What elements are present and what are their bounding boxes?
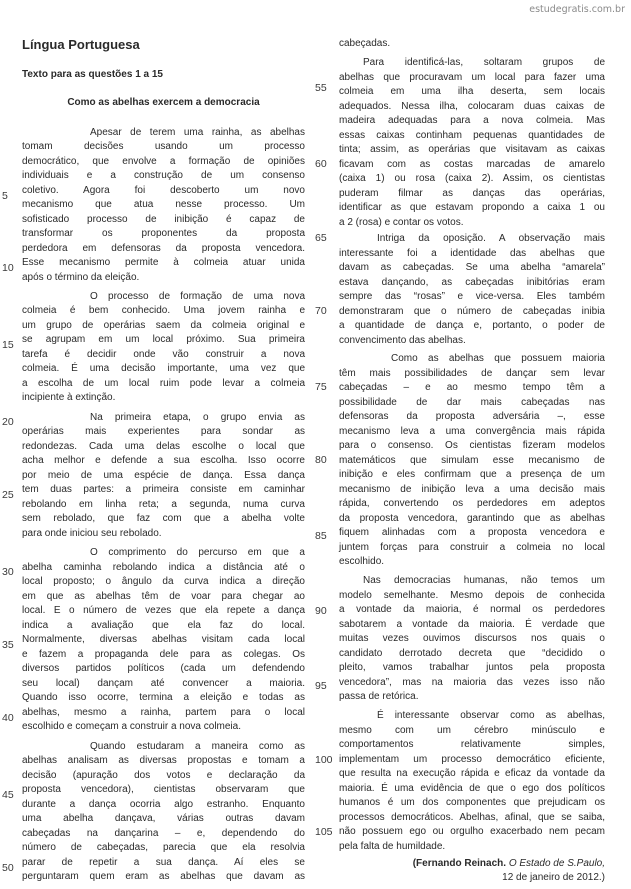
citation-line-1	[339, 857, 605, 872]
text-line: cabeçadas – e ao mesmo tempo têm a	[339, 382, 605, 393]
line-number: 30	[2, 566, 14, 578]
text-line: Quando estudaram a maneira como as	[90, 741, 305, 752]
text-line: têm mais possibilidades de dançar sem levar	[339, 368, 605, 379]
text-line: rebolando em linha reta; a segunda, numa curva	[22, 499, 305, 510]
text-line: O comprimento do percurso em que a	[90, 547, 305, 558]
text-line: Esse mecanismo permite à colmeia atuar unida	[22, 257, 305, 268]
citation-source: O Estado de S.Paulo,	[508, 858, 605, 869]
text-line: indica a avaliação que ela faz do local.	[22, 620, 305, 631]
text-line: adequados. Nessa ilha, colocaram duas caixas de	[339, 101, 605, 112]
text-line: essas caixas continham pequenas quantidades de	[339, 130, 605, 141]
text-line: perguntaram quem eram as abelhas que davam as	[22, 871, 305, 882]
line-number: 95	[315, 680, 327, 692]
text-line: madeira adequadas para a nova colmeia. Mas	[339, 115, 605, 126]
text-line: se agrupam em um local próximo. Sua primeira	[22, 334, 305, 345]
text-line: pleito, vamos trabalhar juntos pela proposta	[339, 662, 605, 673]
citation-date: 12 de janeiro de 2012.)	[502, 872, 605, 883]
text-line: É interessante observar como as abelhas,	[377, 710, 605, 721]
text-line: local proposto; o ângulo da curva indica a direção	[22, 576, 305, 587]
text-line: a escolha de um local ruim pode levar a colmeia	[22, 378, 305, 389]
text-line: Para identificá-las, soltaram grupos de	[363, 57, 605, 68]
text-line: cabeçadas na dançarina – e, dependendo do	[22, 828, 305, 839]
text-line: a 2 (rosa) e contar os votos.	[339, 217, 464, 228]
text-line: fiquem alinhadas com a proposta vencedora e	[339, 527, 605, 538]
text-line: e fazem a propaganda dele para as colegas. Os	[22, 649, 305, 660]
text-line: matemáticos que simulam esse mecanismo de	[339, 455, 605, 466]
text-line: pela falta de humildade.	[339, 841, 446, 852]
text-line: operárias mais experientes para sondar as	[22, 426, 305, 437]
text-line: abelhas que procuravam um local para fazer uma	[339, 72, 605, 83]
text-line: mesmo com um cérebro minúsculo e	[339, 725, 605, 736]
text-line: vencedora”, mas na maioria das vezes isso não	[339, 677, 605, 688]
text-line: a quantidade de dança e, portanto, o poder de	[339, 320, 605, 331]
text-line: uma abelha dançava, várias outras davam	[22, 813, 305, 824]
text-line: Normalmente, diversas abelhas visitam cada local	[22, 634, 305, 645]
text-line: Como as abelhas que possuem maioria	[391, 353, 605, 364]
text-line: possibilidade de dar mais cabeçadas nas	[339, 397, 605, 408]
text-line: sempre das “rosas” e vice-versa. Eles também	[339, 291, 605, 302]
text-line: sabotarem a vontade da maioria. É verdade que	[339, 619, 605, 630]
line-number: 50	[2, 862, 14, 874]
citation-author: (Fernando Reinach.	[412, 858, 507, 869]
line-number: 60	[315, 158, 327, 170]
text-line: davam as cabeçadas. Se uma abelha “amarela”	[339, 262, 605, 273]
text-line: escolhido.	[339, 556, 385, 567]
line-number: 80	[315, 454, 327, 466]
text-line: cabeçadas.	[339, 38, 391, 49]
text-line: ficavam com as costas marcadas de amarelo	[339, 159, 605, 170]
line-number: 20	[2, 416, 14, 428]
text-line: incipiente à extinção.	[22, 392, 116, 403]
text-line: abelha caminha rebolando indica a distância até o	[22, 562, 305, 573]
text-line: Quando isso ocorre, termina a eleição e todas as	[22, 692, 305, 703]
text-line: candidato derrotado decreta que “decidido o	[339, 648, 605, 659]
text-line: passa de retórica.	[339, 691, 419, 702]
text-line: acha melhor e defende a sua escolha. Isso ocorre	[22, 455, 305, 466]
text-line: (caixa 1) ou rosa (caixa 2). Assim, os cientistas	[339, 173, 605, 184]
text-line: individuais e a construção de um consenso	[22, 170, 305, 181]
text-line: da proposta vencedora, garantindo que as abelhas	[339, 513, 605, 524]
text-line: não possuem ego ou orgulho exacerbado nem pecam	[339, 826, 605, 837]
article-title: Como as abelhas exercem a democracia	[67, 97, 260, 108]
text-line: abelhas, mesmo a rainha, partem para o local	[22, 707, 305, 718]
text-line: Intriga da oposição. A observação mais	[377, 233, 605, 244]
line-number: 25	[2, 489, 14, 501]
text-line: rápida, convertendo os perdedores em adeptos	[339, 498, 605, 509]
text-line: Nas democracias humanas, não temos um	[363, 575, 605, 586]
text-line: democrático, que envolve a formação de opiniões	[22, 156, 305, 167]
text-line: em que as abelhas têm de voar para chegar ao	[22, 591, 305, 602]
text-line: colmeia em uma ilha deserta, sem locais	[339, 86, 605, 97]
text-line: mecanismo de inibição leva a uma decisão mais	[339, 484, 605, 495]
text-line: a vontade da maioria, é normal os perdedores	[339, 604, 605, 615]
text-line: local. E o número de vezes que ela repete a dança	[22, 605, 305, 616]
text-line: juntem forças para construir a colmeia no local	[339, 542, 605, 553]
text-line: convencimento das abelhas.	[339, 335, 466, 346]
text-line: tarefa é decidir onde vão construir a nova	[22, 349, 305, 360]
text-line: um grupo de operárias saem da colmeia original e	[22, 320, 305, 331]
line-number: 40	[2, 712, 14, 724]
text-line: sem rebolado, que faz com que a abelha volte	[22, 513, 305, 524]
text-line: seu local) dançam até convencer a maioria.	[22, 678, 305, 689]
text-line: puderam filmar as danças das operárias,	[339, 188, 605, 199]
line-number: 100	[315, 754, 333, 766]
line-number: 105	[315, 826, 333, 838]
text-line: por meio de uma espécie de dança. Essa dança	[22, 470, 305, 481]
text-line: perdedora em defensoras da proposta vencedora.	[22, 243, 305, 254]
text-line: coletivo. Agora foi descoberto um novo	[22, 185, 305, 196]
text-line: escolhido e começam a construir a nova colmeia.	[22, 721, 241, 732]
line-number: 90	[315, 605, 327, 617]
text-line: estava dançando, as cabeçadas inibitórias eram	[339, 277, 605, 288]
line-number: 35	[2, 639, 14, 651]
text-line: para o consenso. Os cientistas fizeram modelos	[339, 440, 605, 451]
text-line: para onde iniciou seu rebolado.	[22, 528, 162, 539]
text-line: O processo de formação de uma nova	[90, 291, 305, 302]
text-line: proposta vencedora), cientistas observaram que	[22, 784, 305, 795]
text-line: após o término da eleição.	[22, 272, 140, 283]
text-line: mecanismo leva a uma convergência mais rápida	[339, 426, 605, 437]
text-line: redondezas. Cada uma delas escolhe o local que	[22, 441, 305, 452]
text-line: demonstraram que o número de cabeçadas inibia	[339, 306, 605, 317]
text-line: humanos é um dos componentes que prejudicam os	[339, 797, 605, 808]
text-line: implementam um processo democrático eficiente,	[339, 754, 605, 765]
text-line: processos democráticos. Abelhas, afinal, que se saiba,	[339, 812, 605, 823]
line-number: 55	[315, 82, 327, 94]
text-line: parar de repetir a sua dança. Aí eles se	[22, 857, 305, 868]
text-line: muitas vezes ouvimos discursos nos quais o	[339, 633, 605, 644]
text-line: mecanismo que atua nesse processo. Um	[22, 199, 305, 210]
text-line: modelo semelhante. Mesmo depois de conhecida	[339, 590, 605, 601]
line-number: 65	[315, 232, 327, 244]
text-line: abelhas analisam as diversas propostas e tomam a	[22, 755, 305, 766]
line-number: 75	[315, 381, 327, 393]
text-line: defensoras da proposta adversária –, esse	[339, 411, 605, 422]
text-line: colmeia. É uma decisão importante, uma vez que	[22, 363, 305, 374]
text-line: comportamentos relativamente simples,	[339, 739, 605, 750]
watermark: estudegratis.com.br	[529, 4, 625, 15]
text-line: sofisticado processo de inibição é capaz de	[22, 214, 305, 225]
text-line: Na primeira etapa, o grupo envia as	[90, 412, 305, 423]
text-line: transformar os proponentes da proposta	[22, 228, 305, 239]
text-line: inibição e eles confirmam que a presença de um	[339, 469, 605, 480]
questions-header: Texto para as questões 1 a 15	[22, 69, 163, 80]
line-number: 70	[315, 305, 327, 317]
line-number: 10	[2, 262, 14, 274]
text-line: decisão (apuração dos votos e declaração da	[22, 770, 305, 781]
text-line: interessante foi a identidade das abelhas que	[339, 248, 605, 259]
text-line: número de cabeçadas, parecia que ela resolvia	[22, 842, 305, 853]
text-line: diversos partidos políticos (cada um defendendo	[22, 663, 305, 674]
text-line: identificar as que estavam propondo a caixa 1 ou	[339, 202, 605, 213]
line-number: 85	[315, 530, 327, 542]
text-line: tem duas partes: a primeira consiste em caminhar	[22, 484, 305, 495]
text-line: colmeia é bem conhecido. Uma jovem rainha e	[22, 305, 305, 316]
text-line: maioria. É uma evidência de que o ego dos políticos	[339, 783, 605, 794]
text-line: tinta; assim, as operárias que visitavam as caixas	[339, 144, 605, 155]
text-line: Apesar de terem uma rainha, as abelhas	[90, 127, 305, 138]
text-line: que resulta na execução rápida e eficaz da vontade da	[339, 768, 605, 779]
line-number: 15	[2, 339, 14, 351]
text-line: durante a dança ocorria algo estranho. Enquanto	[22, 799, 305, 810]
line-number: 45	[2, 789, 14, 801]
text-line: tomam decisões usando um processo	[22, 141, 305, 152]
line-number: 5	[2, 190, 8, 202]
subject-heading: Língua Portuguesa	[22, 37, 140, 52]
